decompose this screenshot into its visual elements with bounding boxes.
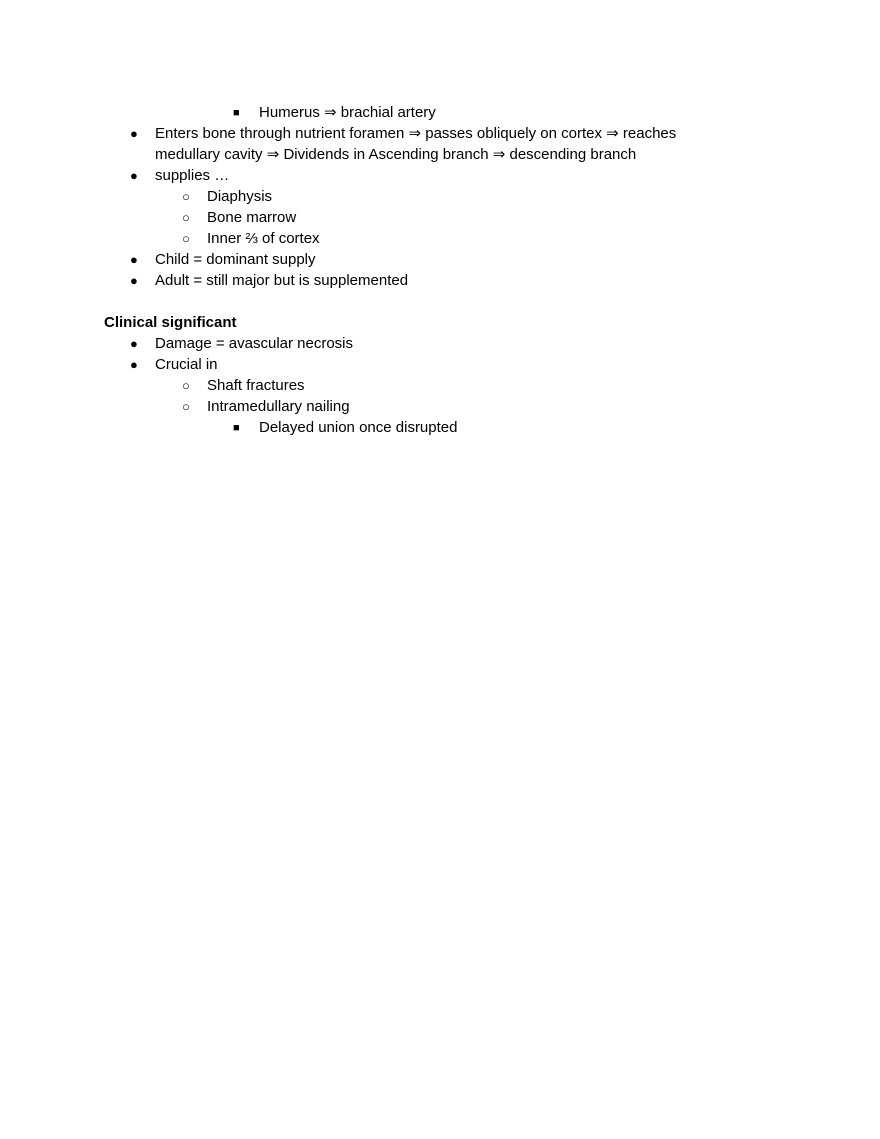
bullet-square-icon: ■ — [233, 422, 240, 434]
list-item: Damage = avascular necrosis — [155, 335, 354, 352]
list-item: Shaft fractures — [207, 377, 305, 394]
bullet-disc-icon: ● — [130, 168, 138, 183]
list-item: Humerus ⇒ brachial artery — [259, 104, 436, 121]
bullet-disc-icon: ● — [130, 252, 138, 267]
list-item: Inner ⅔ of cortex — [207, 230, 320, 247]
list-item: Enters bone through nutrient foramen ⇒ passes obliquely on cortex ⇒ reaches — [155, 125, 677, 142]
bullet-circle-icon: ○ — [182, 399, 190, 414]
bullet-disc-icon: ● — [130, 357, 138, 372]
bullet-circle-icon: ○ — [182, 210, 190, 225]
bullet-square-icon: ■ — [233, 107, 240, 119]
bullet-circle-icon: ○ — [182, 231, 190, 246]
section-heading: Clinical significant — [104, 314, 237, 331]
bullet-circle-icon: ○ — [182, 378, 190, 393]
list-item: supplies … — [155, 167, 230, 184]
list-item-continuation: medullary cavity ⇒ Dividends in Ascending branch ⇒ descending branch — [155, 146, 637, 163]
list-item: Intramedullary nailing — [207, 398, 350, 415]
list-item: Bone marrow — [207, 209, 297, 226]
bullet-disc-icon: ● — [130, 126, 138, 141]
list-item: Child = dominant supply — [155, 251, 316, 268]
list-item: Crucial in — [155, 356, 218, 373]
list-item: Delayed union once disrupted — [259, 419, 458, 436]
bullet-disc-icon: ● — [130, 336, 138, 351]
bullet-disc-icon: ● — [130, 273, 138, 288]
list-item: Diaphysis — [207, 188, 273, 205]
list-item: Adult = still major but is supplemented — [155, 272, 409, 289]
bullet-circle-icon: ○ — [182, 189, 190, 204]
